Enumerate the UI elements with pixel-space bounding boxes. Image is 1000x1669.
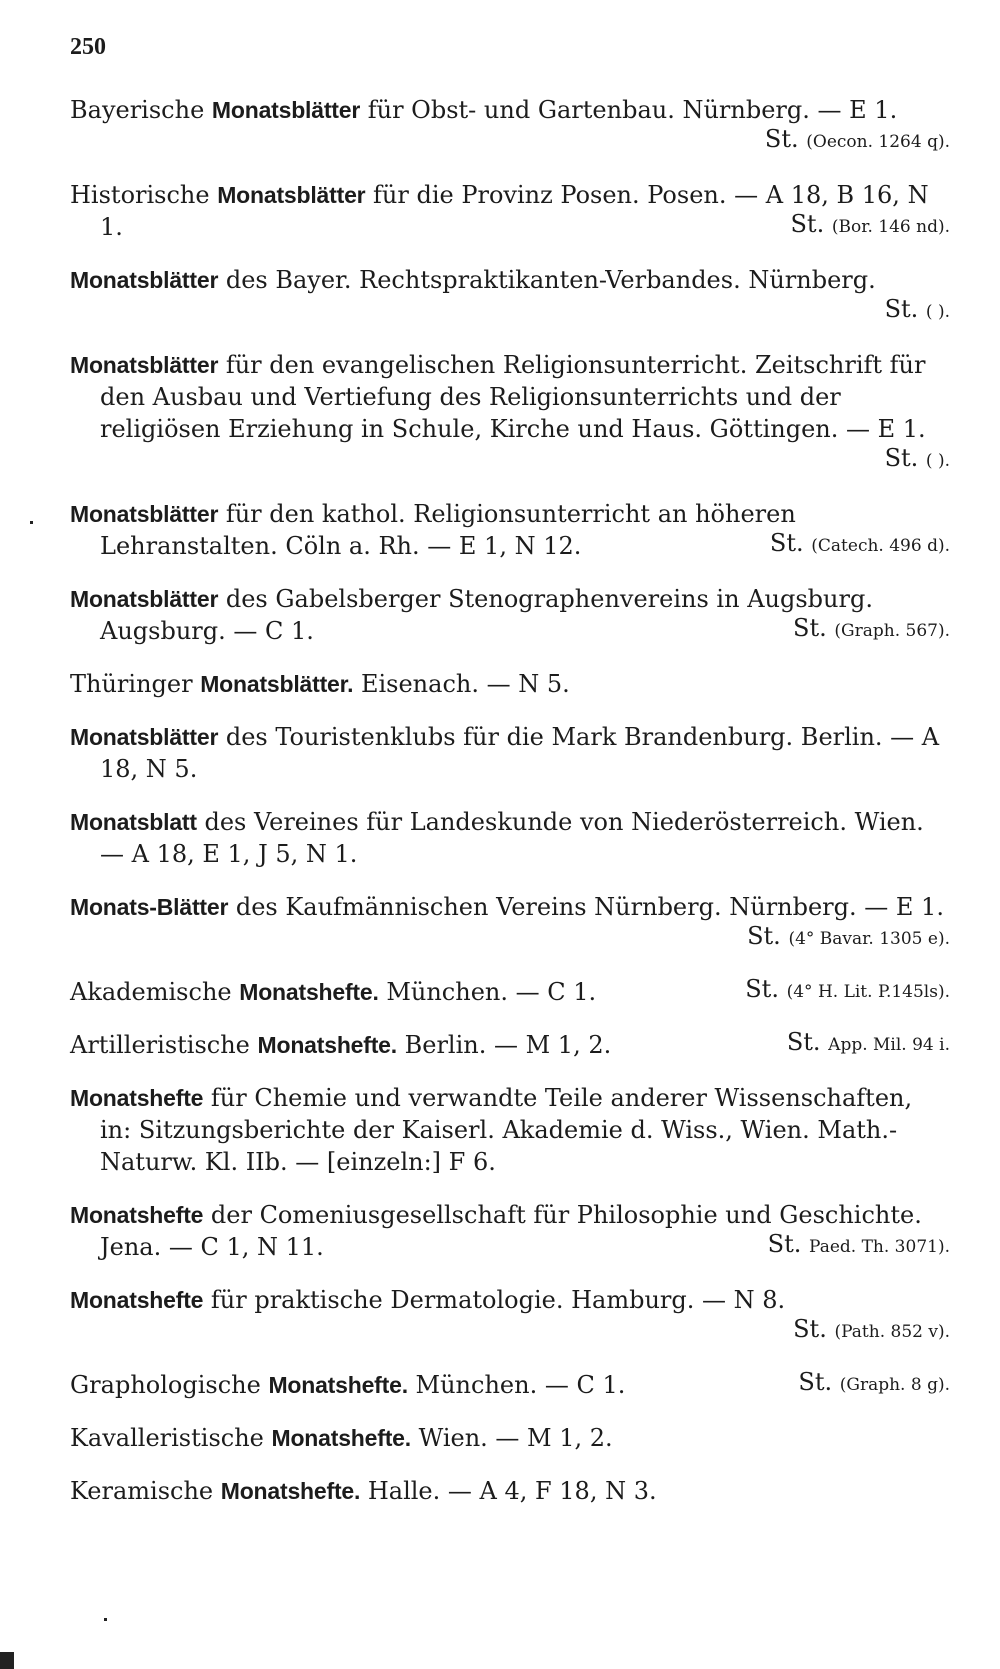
entry-keyword: Monatshefte: [70, 1287, 204, 1313]
shelf-signature: [768, 1228, 950, 1263]
line-filler: [100, 445, 950, 477]
call-number: (Graph. 567).: [834, 621, 950, 641]
entry-keyword: Monatshefte: [70, 1085, 204, 1111]
entry-keyword: Monatsblätter: [217, 182, 366, 208]
scan-mark: [0, 1652, 14, 1669]
library-siglum: St.: [790, 210, 825, 238]
shelf-signature: [885, 442, 950, 477]
entry-keyword: Monatshefte: [70, 1202, 204, 1228]
call-number: (4° Bavar. 1305 e).: [788, 929, 950, 949]
catalog-entry: [70, 498, 950, 562]
library-siglum: St.: [884, 444, 919, 472]
entry-text: München. — C 1.: [407, 1371, 626, 1399]
catalog-entry: [70, 806, 950, 870]
entry-text: für Chemie und verwandte Teile anderer Wissenschaften, in: Sitzungsberichte der Kaiserl. Akademie d. Wiss., Wien. Math.-Naturw. Kl. IIb. — [einzeln:] F 6.: [100, 1084, 913, 1176]
catalog-entry: [70, 1369, 950, 1401]
catalog-entry: [70, 1199, 950, 1263]
catalog-entry: [70, 891, 950, 955]
page-number: 250: [70, 34, 106, 60]
entry-keyword: Monatsblätter: [211, 97, 361, 123]
entry-text: Eisenach. — N 5.: [353, 670, 570, 698]
library-siglum: St.: [769, 529, 804, 557]
library-siglum: St.: [793, 614, 827, 642]
entry-keyword: Monatshefte.: [220, 1478, 361, 1504]
entry-keyword: Monats-Blätter: [70, 894, 229, 920]
entry-text: Halle. — A 4, F 18, N 3.: [360, 1477, 657, 1505]
entry-prefix: Thüringer: [70, 670, 201, 698]
entry-keyword: Monatsblätter.: [200, 671, 354, 697]
entry-prefix: Bayerische: [70, 96, 212, 124]
catalog-entry: [70, 1284, 950, 1348]
entry-text: der Comeniusgesellschaft für Philosophie und Geschichte. Jena. — C 1, N 11.: [100, 1201, 922, 1261]
entry-text: für den evangelischen Religionsunterricht. Zeitschrift für den Ausbau und Vertiefung des Religionsunterrichts und der religiösen Erziehung in Schule, Kirche und Haus. Göttingen. — E 1.: [100, 351, 926, 443]
entry-text: des Gabelsberger Stenographenvereins in Augsburg. Augsburg. — C 1.: [100, 585, 873, 645]
catalog-entry: [70, 721, 950, 785]
shelf-signature: [747, 920, 950, 955]
entry-text: Berlin. — M 1, 2.: [396, 1031, 612, 1059]
library-siglum: St.: [747, 922, 781, 950]
entry-keyword: Monatsblätter: [70, 586, 219, 612]
entry-text: des Touristenklubs für die Mark Brandenburg. Berlin. — A 18, N 5.: [100, 723, 940, 783]
catalog-entry: [70, 668, 950, 700]
library-siglum: St.: [764, 125, 799, 153]
line-filler: [100, 296, 950, 328]
entry-text: des Vereines für Landeskunde von Niederösterreich. Wien. — A 18, E 1, J 5, N 1.: [100, 808, 924, 868]
catalog-entry: [70, 1422, 950, 1454]
call-number: ( ).: [925, 302, 950, 322]
library-siglum: St.: [786, 1028, 821, 1056]
catalog-entry: [70, 349, 950, 477]
entry-text: des Bayer. Rechtspraktikanten-Verbandes. Nürnberg.: [218, 266, 876, 294]
entry-prefix: Keramische: [70, 1477, 221, 1505]
library-siglum: St.: [798, 1368, 833, 1396]
call-number: App. Mil. 94 i.: [828, 1035, 950, 1055]
entry-prefix: Akademische: [70, 978, 240, 1006]
scan-speck: [104, 1618, 107, 1621]
entry-keyword: Monatshefte.: [257, 1032, 397, 1058]
entry-keyword: Monatshefte.: [239, 979, 379, 1005]
scan-speck: [30, 521, 33, 524]
catalog-entry: [70, 179, 950, 243]
shelf-signature: [885, 293, 950, 328]
entry-text: für Obst- und Gartenbau. Nürnberg. — E 1.: [360, 96, 898, 124]
catalog-entry: [70, 1082, 950, 1178]
library-siglum: St.: [767, 1230, 802, 1258]
catalog-entry: [70, 1475, 950, 1507]
call-number: (Bor. 146 nd).: [831, 217, 950, 237]
shelf-signature: [793, 612, 950, 647]
library-siglum: St.: [745, 975, 779, 1003]
entry-prefix: Kavalleristische: [70, 1424, 272, 1452]
catalog-entry: [70, 94, 950, 158]
entry-text: des Kaufmännischen Vereins Nürnberg. Nürnberg. — E 1.: [228, 893, 944, 921]
call-number: (Catech. 496 d).: [811, 536, 950, 556]
catalog-entry: [70, 264, 950, 328]
entry-keyword: Monatshefte.: [271, 1425, 411, 1451]
entry-text: für praktische Dermatologie. Hamburg. — N 8.: [203, 1286, 786, 1314]
call-number: ( ).: [925, 451, 950, 471]
entry-text: für die Provinz Posen. Posen. — A 18, B 16, N 1.: [100, 181, 929, 241]
entry-keyword: Monatsblätter: [70, 724, 219, 750]
entry-text: München. — C 1.: [378, 978, 597, 1006]
catalog-entries: [70, 94, 950, 1528]
call-number: (Oecon. 1264 q).: [806, 132, 950, 152]
entry-text: für den kathol. Religionsunterricht an höheren Lehranstalten. Cöln a. Rh. — E 1, N 12.: [100, 500, 796, 560]
entry-keyword: Monatsblätter: [70, 352, 219, 378]
shelf-signature: [787, 1026, 950, 1061]
catalog-entry: [70, 976, 950, 1008]
shelf-signature: [745, 973, 950, 1008]
catalog-entry: [70, 1029, 950, 1061]
call-number: (4° H. Lit. P.145ls).: [786, 982, 950, 1002]
shelf-signature: [793, 1313, 950, 1348]
entry-prefix: Graphologische: [70, 1371, 269, 1399]
call-number: Paed. Th. 3071).: [809, 1237, 950, 1257]
entry-keyword: Monatshefte.: [268, 1372, 408, 1398]
call-number: (Graph. 8 g).: [839, 1375, 950, 1395]
shelf-signature: [770, 527, 950, 562]
entry-prefix: Historische: [70, 181, 218, 209]
catalog-entry: [70, 583, 950, 647]
call-number: (Path. 852 v).: [834, 1322, 950, 1342]
library-siglum: St.: [884, 295, 919, 323]
entry-text: Wien. — M 1, 2.: [410, 1424, 613, 1452]
entry-keyword: Monatsblätter: [70, 267, 219, 293]
library-siglum: St.: [793, 1315, 827, 1343]
shelf-signature: [765, 123, 950, 158]
shelf-signature: [798, 1366, 950, 1401]
shelf-signature: [790, 208, 950, 243]
entry-keyword: Monatsblatt: [70, 809, 197, 835]
entry-keyword: Monatsblätter: [70, 501, 219, 527]
entry-prefix: Artilleristische: [70, 1031, 258, 1059]
